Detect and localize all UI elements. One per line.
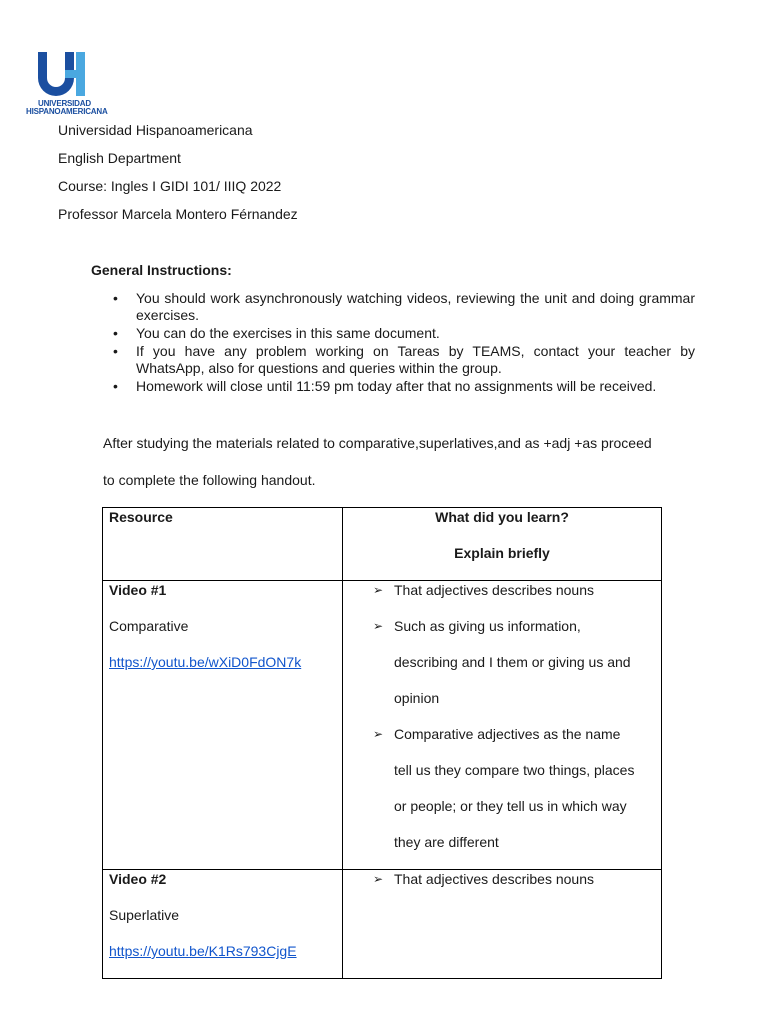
handout-table xyxy=(102,507,662,979)
instruction-item: • If you have any problem working on Tareas by TEAMS, contact your teacher by WhatsApp, also for questions and queries within the group. xyxy=(113,343,695,376)
arrow-bullet-icon: ➢ xyxy=(373,727,384,741)
list-item-continuation: or people; or they tell us in which way xyxy=(394,798,627,814)
bullet-icon: • xyxy=(113,378,118,394)
list-item-continuation: opinion xyxy=(394,690,440,706)
resource-title: Video #2 xyxy=(109,871,167,887)
header-university: Universidad Hispanoamericana xyxy=(58,122,253,138)
uh-logo-icon xyxy=(36,50,92,98)
list-item-continuation: tell us they compare two things, places xyxy=(394,762,635,778)
learned-cell xyxy=(343,581,662,870)
bullet-icon: • xyxy=(113,325,118,341)
header-department: English Department xyxy=(58,150,181,166)
intro-line-1: After studying the materials related to comparative,superlatives,and as +adj +as proceed xyxy=(103,435,652,451)
instructions-title: General Instructions: xyxy=(91,262,232,278)
table-row xyxy=(103,581,662,870)
list-item: ➢ Comparative adjectives as the name xyxy=(373,726,621,742)
resource-topic: Superlative xyxy=(109,907,180,923)
logo-text-line2: HISPANOAMERICANA xyxy=(26,107,108,116)
list-item: ➢ That adjectives describes nouns xyxy=(373,582,594,598)
resource-title: Video #1 xyxy=(109,582,167,598)
instructions-list xyxy=(109,290,695,396)
video-link[interactable]: https://youtu.be/wXiD0FdON7k xyxy=(109,654,302,670)
list-item: ➢ Such as giving us information, xyxy=(373,618,581,634)
list-item: ➢ That adjectives describes nouns xyxy=(373,871,594,887)
university-logo xyxy=(26,50,114,120)
arrow-bullet-icon: ➢ xyxy=(373,583,384,597)
col1-header: Resource xyxy=(109,509,173,525)
resource-cell xyxy=(103,870,343,979)
arrow-bullet-icon: ➢ xyxy=(373,619,384,633)
table-row xyxy=(103,870,662,979)
bullet-icon: • xyxy=(113,343,118,359)
resource-cell xyxy=(103,581,343,870)
arrow-bullet-icon: ➢ xyxy=(373,872,384,886)
video-link[interactable]: https://youtu.be/K1Rs793CjgE xyxy=(109,943,297,959)
header-cell-learned xyxy=(343,508,662,581)
instruction-item: • Homework will close until 11:59 pm today after that no assignments will be received. xyxy=(113,378,657,394)
logo-text-line1: UNIVERSIDAD xyxy=(38,99,91,108)
table-header-row xyxy=(103,508,662,581)
list-item-continuation: describing and I them or giving us and xyxy=(394,654,631,670)
header-course: Course: Ingles I GIDI 101/ IIIQ 2022 xyxy=(58,178,282,194)
header-cell-resource xyxy=(103,508,343,581)
header-professor: Professor Marcela Montero Férnandez xyxy=(58,206,298,222)
col2-header-2: Explain briefly xyxy=(454,545,550,561)
instruction-item: • You can do the exercises in this same document. xyxy=(113,325,440,341)
col2-header-1: What did you learn? xyxy=(435,509,569,525)
intro-line-2: to complete the following handout. xyxy=(103,472,316,488)
bullet-icon: • xyxy=(113,290,118,306)
resource-topic: Comparative xyxy=(109,618,189,634)
learned-cell xyxy=(343,870,662,979)
instruction-item: • You should work asynchronously watching videos, reviewing the unit and doing grammar exercises. xyxy=(113,290,695,323)
list-item-continuation: they are different xyxy=(394,834,499,850)
